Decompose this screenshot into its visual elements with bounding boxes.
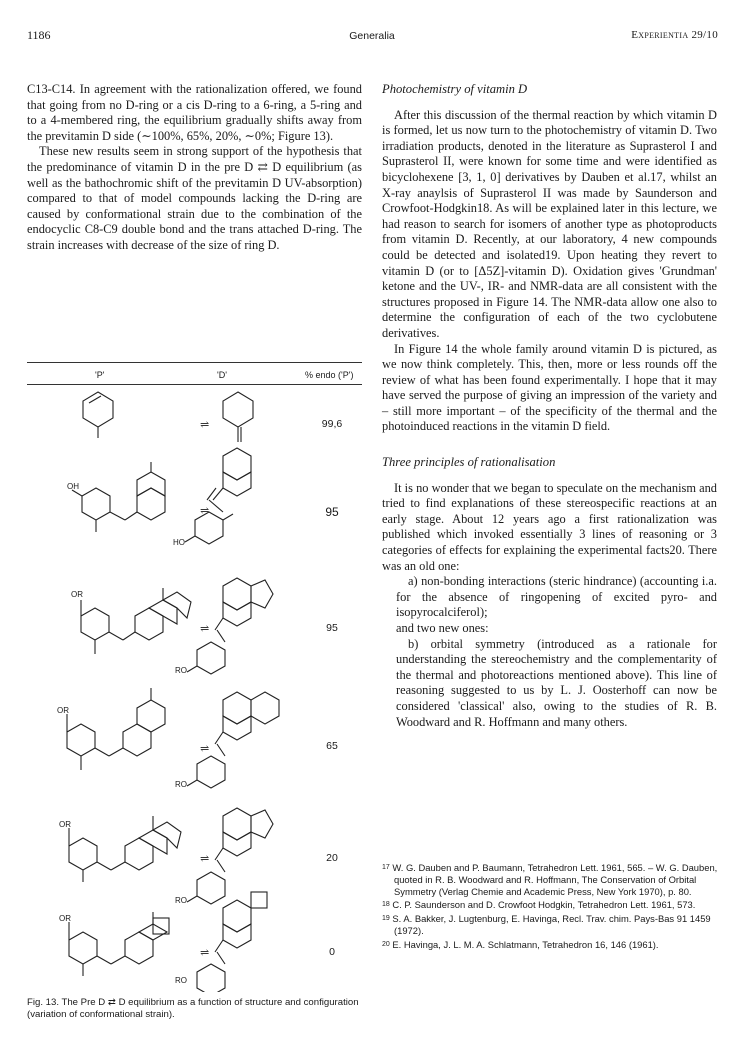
substituent-label: RO <box>175 780 187 789</box>
right-paragraph-3: It is no wonder that we began to speculate on the mechanism and tried to find explanations of these stereospecific reactions at an early stage. About 12 years ago a first rationalization was published which invoked essentially 3 lines of reasoning or 3 categories of effects for explaining the experimental facts20. There was an old one: <box>382 480 717 573</box>
footnotes <box>382 862 720 953</box>
row5-structures <box>69 808 273 904</box>
substituent-label: OR <box>71 590 83 599</box>
row1-structures <box>83 392 253 442</box>
footnote: $^{18}$ C. P. Saunderson and D. Crowfoot Hodgkin, Tetrahedron Lett. 1961, 573. <box>382 899 696 911</box>
figure-caption: Fig. 13. The Pre D ⇄ D equilibrium as a function of structure and configuration (variation of conformational strain). <box>27 997 359 1020</box>
left-paragraph-2: These new results seem in strong support of the hypothesis that the predominance of vitamin D in the pre D ⇄ D equilibrium (as well as the bathochromic shift of the previtamin D UV-absorption) compared to that of model compounds lacking the D-ring are caused by conformational strain due to the combination of the endocyclic C8-C9 double bond and the trans attached D-ring. The strain increases with decrease of the size of ring D. <box>27 144 362 252</box>
equilibrium-arrow: ⇌ <box>200 505 210 517</box>
list-item-a: a) non-bonding interactions (steric hindrance) (accounting i.a. for the absence of ringopening of excited pyro- and isopyrocalciferol); <box>396 574 717 620</box>
header-p: 'P' <box>95 370 105 380</box>
substituent-label: HO <box>173 538 185 547</box>
substituent-label: OR <box>57 706 69 715</box>
header-d: 'D' <box>217 370 227 380</box>
section-title: Generalia <box>349 30 395 42</box>
equilibrium-arrow: ⇌ <box>200 743 210 755</box>
journal-name: Experientia 29/10 <box>631 29 718 41</box>
substituent-label: RO <box>175 666 187 675</box>
substituent-label: OR <box>59 914 71 923</box>
endo-value: 65 <box>326 740 338 752</box>
endo-value: 0 <box>329 946 335 958</box>
substituent-label: OR <box>59 820 71 829</box>
row4-structures <box>67 688 279 788</box>
right-column <box>382 82 717 730</box>
figure-13-table <box>27 362 362 992</box>
equilibrium-arrow: ⇌ <box>200 853 210 865</box>
endo-value: 95 <box>326 622 338 634</box>
endo-value: 20 <box>326 852 338 864</box>
right-paragraph-2: In Figure 14 the whole family around vitamin D is pictured, as we now think completely. This, then, more or less rounds off the review of what has been found experimentally. I hope that it may have served the purpose of giving an impression of the variety and – still more important – of the specificity of the thermal and the photoinduced reactions in the vitamin D field. <box>382 341 717 434</box>
section-heading: Photochemistry of vitamin D <box>382 82 528 96</box>
footnote: $^{20}$ E. Havinga, J. L. M. A. Schlatmann, Tetrahedron 16, 146 (1961). <box>382 938 659 950</box>
endo-value: 99,6 <box>321 418 343 430</box>
structure-drawings <box>27 362 362 992</box>
substituent-label: RO <box>175 896 187 905</box>
left-column <box>27 82 362 254</box>
footnote: $^{19}$ S. A. Bakker, J. Lugtenburg, E. Havinga, Recl. Trav. chim. Pays-Bas 91 1459 (1972). <box>382 913 711 936</box>
row3-structures <box>81 578 273 674</box>
header-endo: % endo ('P') <box>305 370 354 380</box>
right-paragraph-4: and two new ones: <box>396 621 489 635</box>
left-paragraph-1: C13-C14. In agreement with the rationalization offered, we found that going from no D-ring or a cis D-ring to a 6-ring, a 5-ring and to a 4-membered ring, the equilibrium gradually shifts away from the previtamin D side (∼100%, 65%, 20%, ∼0%; Figure 13). <box>27 82 362 143</box>
footnote: $^{17}$ W. G. Dauben and P. Baumann, Tetrahedron Lett. 1961, 565. – W. G. Dauben, quoted in R. B. Woodward and R. Hoffmann, The Conservation of Orbital Symmetry (Verlag Chemie and Academic Press, New York 1970), p. 80. <box>382 862 718 897</box>
list-item-b: b) orbital symmetry (introduced as a rationale for understanding the stereochemistry and the complementarity of the thermal and photoreactions mentioned above). This line of reasoning suggested to us by L. J. Oosterhoff can now be considered 'classical' also, owing to the studies of R. B. Woodward and R. Hoffmann and many others. <box>396 636 717 729</box>
row6-structures <box>69 892 267 992</box>
equilibrium-arrow: ⇌ <box>200 623 210 635</box>
equilibrium-arrow: ⇌ <box>200 419 210 431</box>
substituent-label: OH <box>67 482 79 491</box>
substituent-label: RO <box>175 976 187 985</box>
right-paragraph-1: After this discussion of the thermal reaction by which vitamin D is formed, let us now turn to the photochemistry of vitamin D. Two irradiation products, denoted in the literature as Suprasterol I and Suprasterol II, were known for some time and were identified as bicyclohexene [3, 1, 0] derivatives by Dauben et al.17, whilst an X-ray anaylsis of Suprasterol II was made by Saunderson and Crowfoot-Hodgkin18. As will be explained later in this lecture, we had reason to search for isomers of another type as photoproducts from vitamin D. Recently, at our laboratory, 4 new compounds could be detected and isolated19. Upon heating they revert to vitamin D (or to [Δ5Z]-vitamin D). Oxidation gives 'Grundman' ketone and the UV-, IR- and NMR-data are all consistent with the structures proposed in Figure 14. The NMR-data allow one also to determine the configuration of each of the two cyclobutene derivatives. <box>382 107 717 340</box>
endo-value: 95 <box>325 505 339 519</box>
equilibrium-arrow: ⇌ <box>200 947 210 959</box>
section-heading: Three principles of rationalisation <box>382 455 556 470</box>
page-number: 1186 <box>27 28 51 42</box>
row2-structures <box>72 448 251 544</box>
